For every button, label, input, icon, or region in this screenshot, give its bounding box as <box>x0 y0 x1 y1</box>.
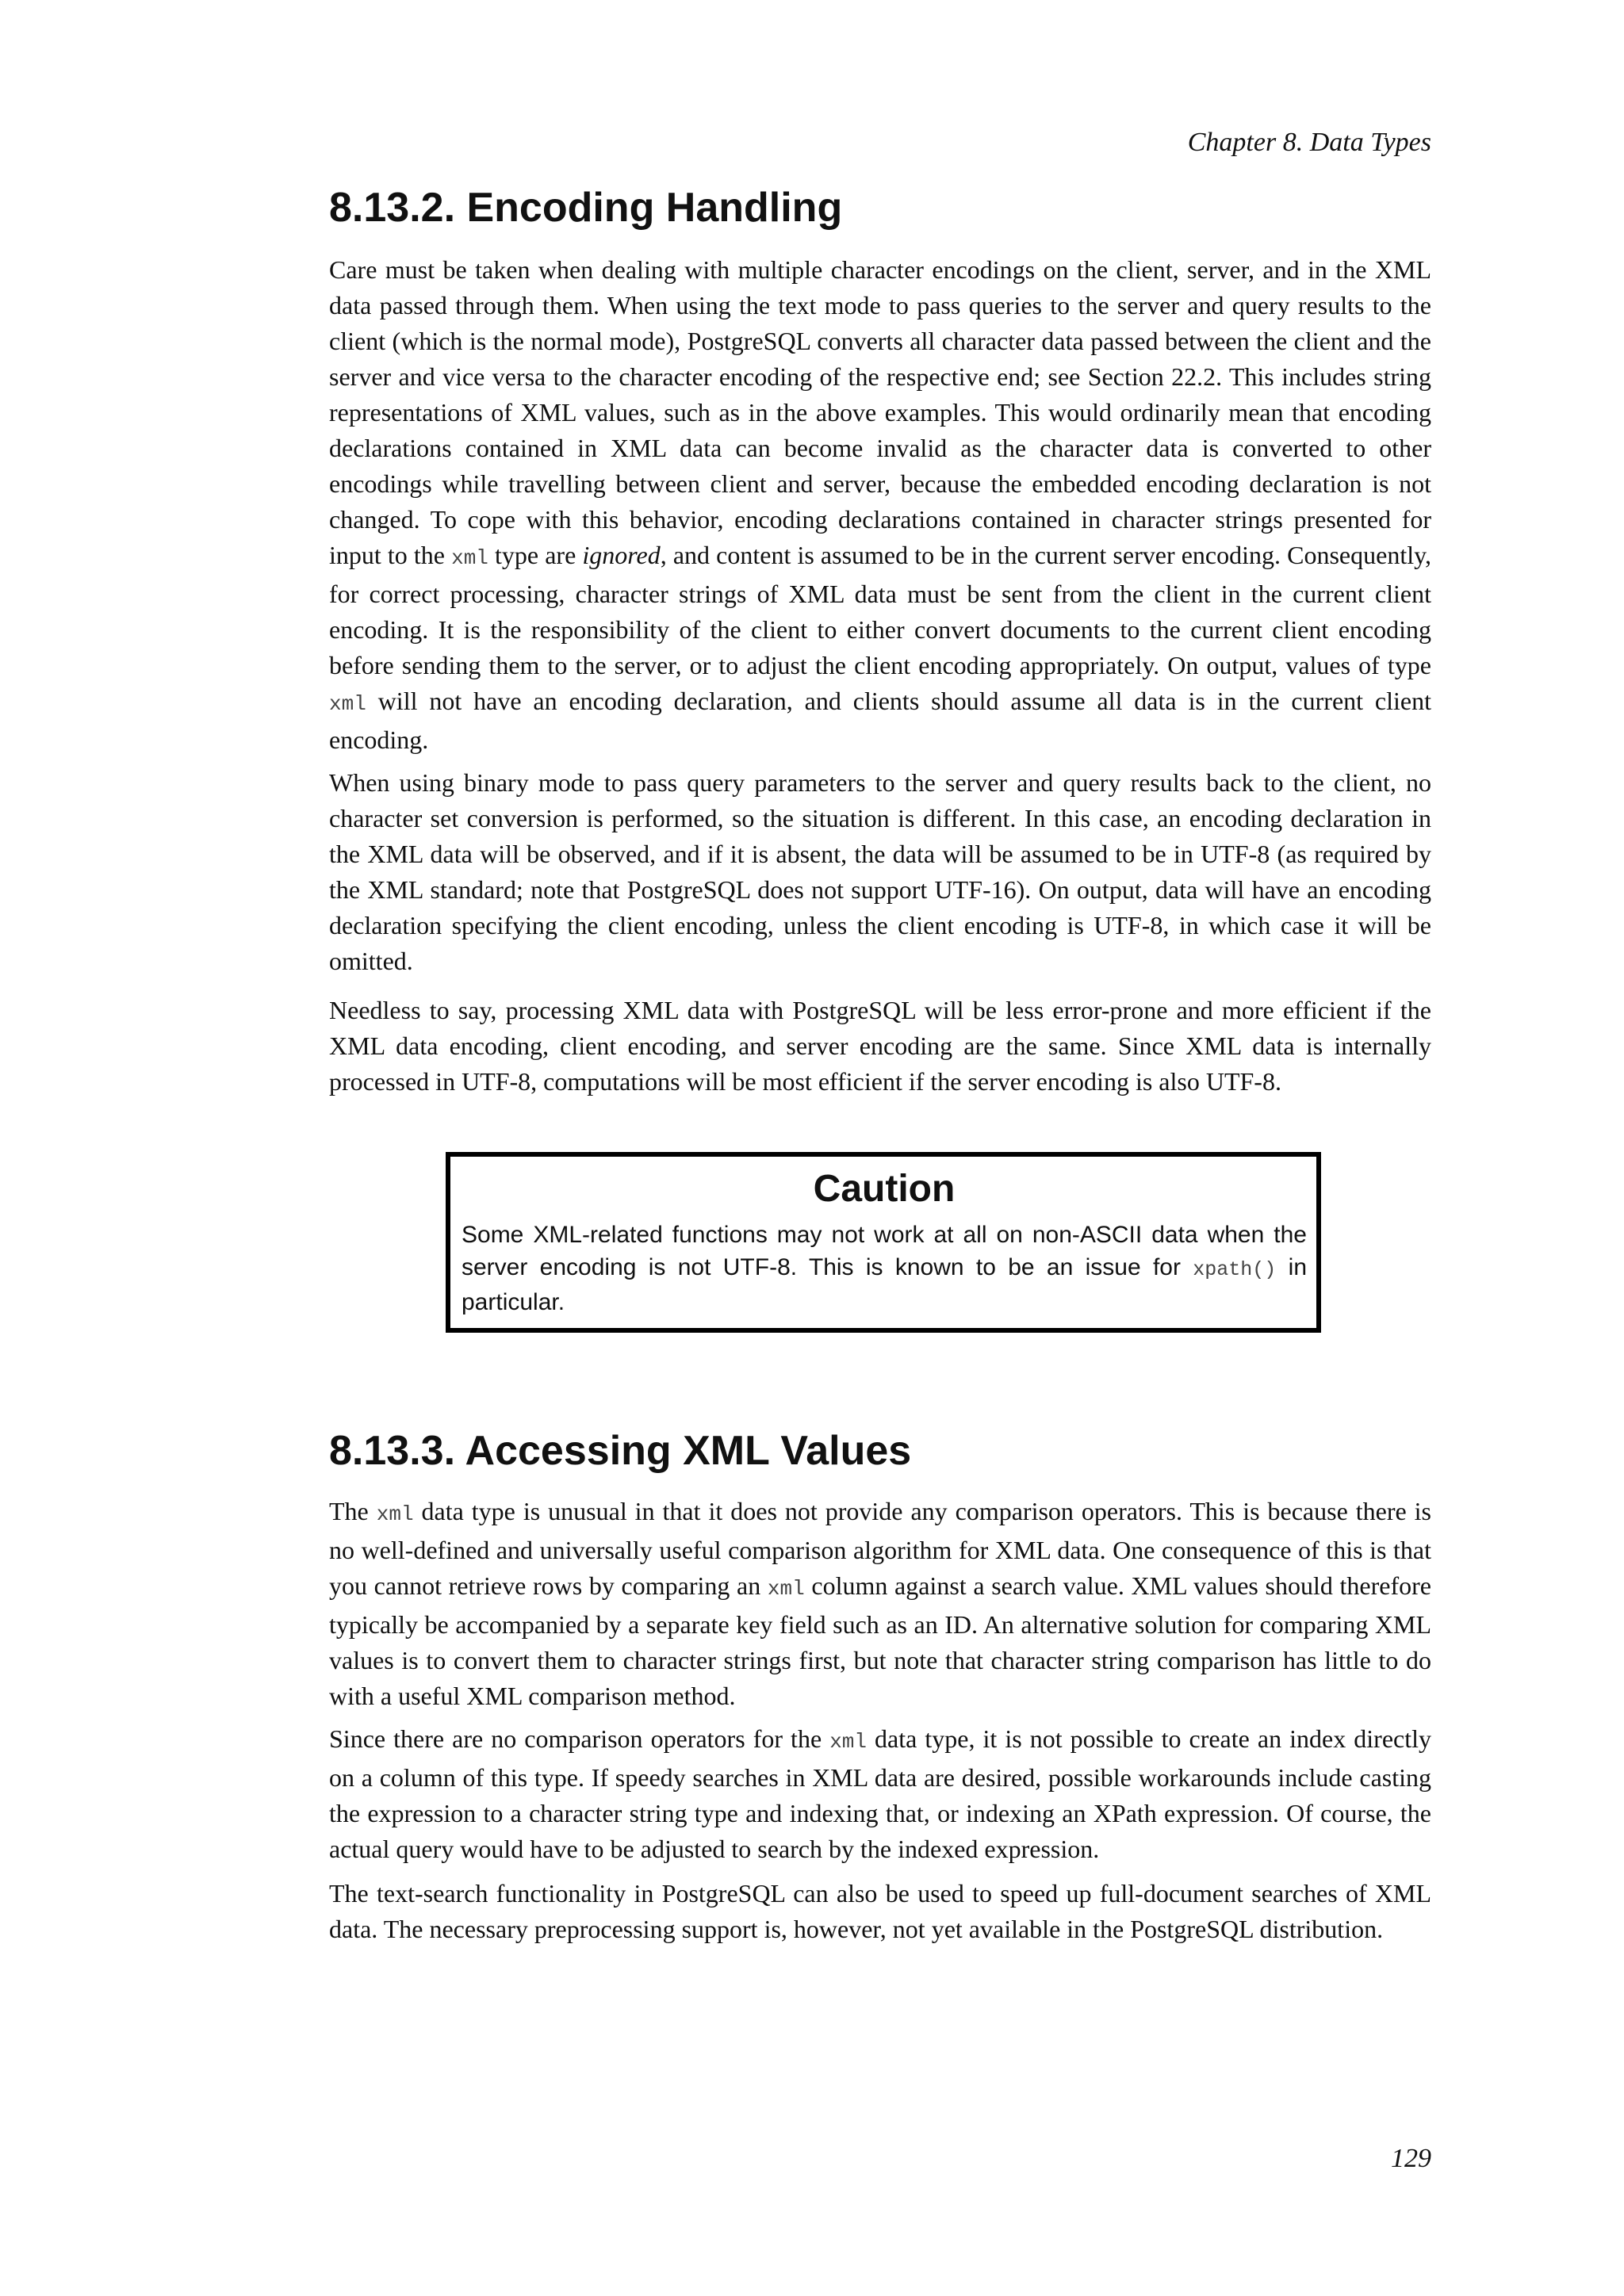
paragraph-index: Since there are no comparison operators for the xml data type, it is not possible to create an index directly on a column of this type. If speedy searches in XML data are desired, possible workarounds include casting the expression to a character string type and indexing that, or indexing an XPath expression. Of course, the actual query would have to be adjusted to search by the indexed expression. <box>329 1724 1432 1863</box>
code-xml: xml <box>767 1577 805 1601</box>
code-xml: xml <box>451 546 488 570</box>
code-xml: xml <box>829 1730 867 1754</box>
emphasis-ignored: ignored <box>582 541 661 569</box>
paragraph-binary-mode: When using binary mode to pass query parameters to the server and query results back to the client, no character set conversion is performed, so the situation is different. In this case, an encoding declaration in the XML data will be observed, and if it is absent, the data will be assumed to be in UTF-8 (as required by the XML standard; note that PostgreSQL does not support UTF-16). On output, data will have an encoding declaration specifying the client encoding, unless the client encoding is UTF-8, in which case it will be omitted. <box>329 768 1431 975</box>
paragraph-encoding-intro: Care must be taken when dealing with multiple character encodings on the client, server, and in the XML data passed through them. When using the text mode to pass queries to the server and query results to the client (which is the normal mode), PostgreSQL converts all character data passed between the client and the server and vice versa to the character encoding of the respective end; see Section 22.2. This includes string representations of XML values, such as in the above examples. This would ordinarily mean that encoding declarations contained in XML data can become invalid as the character data is converted to other encodings while travelling between client and server, because the embedded encoding declaration is not changed. To cope with this behavior, encoding declarations contained in character strings presented for input to the xml type are ignored, and content is assumed to be in the current server encoding. Consequently, for correct processing, character strings of XML data must be sent from the client in the current client encoding. It is the responsibility of the client to either convert documents to the current client encoding before sending them to the server, or to adjust the client encoding appropriately. On output, values of type xml will not have an encoding declaration, and clients should assume all data is in the current client encoding. <box>329 255 1432 754</box>
code-xpath: xpath() <box>1193 1258 1277 1281</box>
caution-title: Caution <box>813 1168 956 1210</box>
caution-box <box>446 1152 1321 1333</box>
code-xml: xml <box>329 692 366 716</box>
section-title-accessing-xml-values: 8.13.3. Accessing XML Values <box>329 1428 912 1474</box>
paragraph-needless-to-say: Needless to say, processing XML data with PostgreSQL will be less error-prone and more efficient if the XML data encoding, client encoding, and server encoding are the same. Since XML data is internally processed in UTF-8, computations will be most efficient if the server encoding is also UTF-8. <box>329 996 1431 1096</box>
document-page <box>329 0 1431 2296</box>
caution-text: Some XML-related functions may not work at all on non-ASCII data when the server encoding is not UTF-8. This is known to be an issue for xpath() in particular. <box>462 1222 1307 1315</box>
running-head: Chapter 8. Data Types <box>1187 128 1431 157</box>
paragraph-text-search: The text-search functionality in PostgreSQL can also be used to speed up full-document searches of XML data. The necessary preprocessing support is, however, not yet available in the PostgreSQL distribution. <box>329 1879 1431 1943</box>
page-number: 129 <box>1391 2144 1431 2173</box>
code-xml: xml <box>376 1502 414 1526</box>
section-title-encoding-handling: 8.13.2. Encoding Handling <box>329 185 843 231</box>
paragraph-comparison-operators: The xml data type is unusual in that it does not provide any comparison operators. This is because there is no well-defined and universally useful comparison algorithm for XML data. One consequence of this is that you cannot retrieve rows by comparing an xml column against a search value. XML values should therefore typically be accompanied by a separate key field such as an ID. An alternative solution for comparing XML values is to convert them to character strings first, but note that character string comparison has little to do with a useful XML comparison method. <box>329 1497 1432 1710</box>
